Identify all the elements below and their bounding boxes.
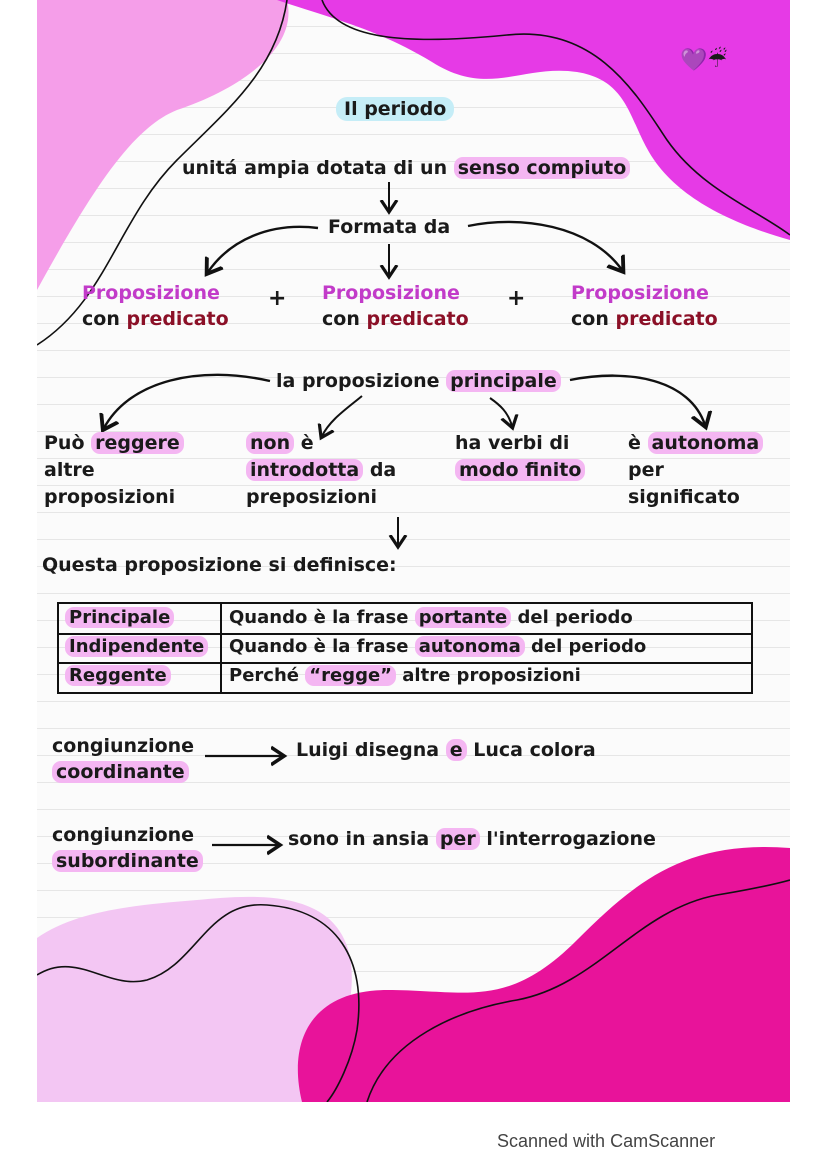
proposition-right: Proposizione con predicato: [571, 282, 718, 330]
page-title: Il periodo: [336, 98, 454, 120]
proposition-left: Proposizione con predicato: [82, 282, 229, 330]
scanner-watermark: Scanned with CamScanner: [497, 1131, 716, 1151]
defines-heading: Questa proposizione si definisce:: [42, 554, 397, 576]
coord-example: Luigi disegna e Luca colora: [296, 739, 596, 761]
definition-table: [57, 602, 753, 694]
heart-umbrella-icon: 💜☔: [680, 48, 728, 73]
subord-label: congiunzione subordinante: [52, 822, 203, 874]
proposition-center: Proposizione con predicato: [322, 282, 469, 330]
table-row: Principale Quando è la frase portante del periodo: [59, 604, 751, 635]
plus-sign: +: [268, 286, 287, 311]
feature-non-introdotta: non è introdotta da preposizioni: [246, 432, 397, 508]
main-clause-heading: la proposizione principale: [276, 370, 561, 392]
subord-example: sono in ansia per l'interrogazione: [288, 828, 656, 850]
feature-autonoma: è autonoma per significato: [628, 430, 763, 511]
formed-by-label: Formata da: [328, 216, 451, 238]
feature-modo-finito: ha verbi di modo finito: [455, 430, 585, 484]
plus-sign: +: [507, 286, 526, 311]
table-row: Reggente Perché “regge” altre proposizioni: [59, 662, 751, 691]
definition-line: unitá ampia dotata di un senso compiuto: [182, 157, 630, 179]
table-row: Indipendente Quando è la frase autonoma del periodo: [59, 633, 751, 664]
coord-label: congiunzione coordinante: [52, 735, 195, 783]
table-divider: [220, 604, 222, 692]
feature-reggere: Può reggere altre proposizioni: [44, 430, 184, 511]
